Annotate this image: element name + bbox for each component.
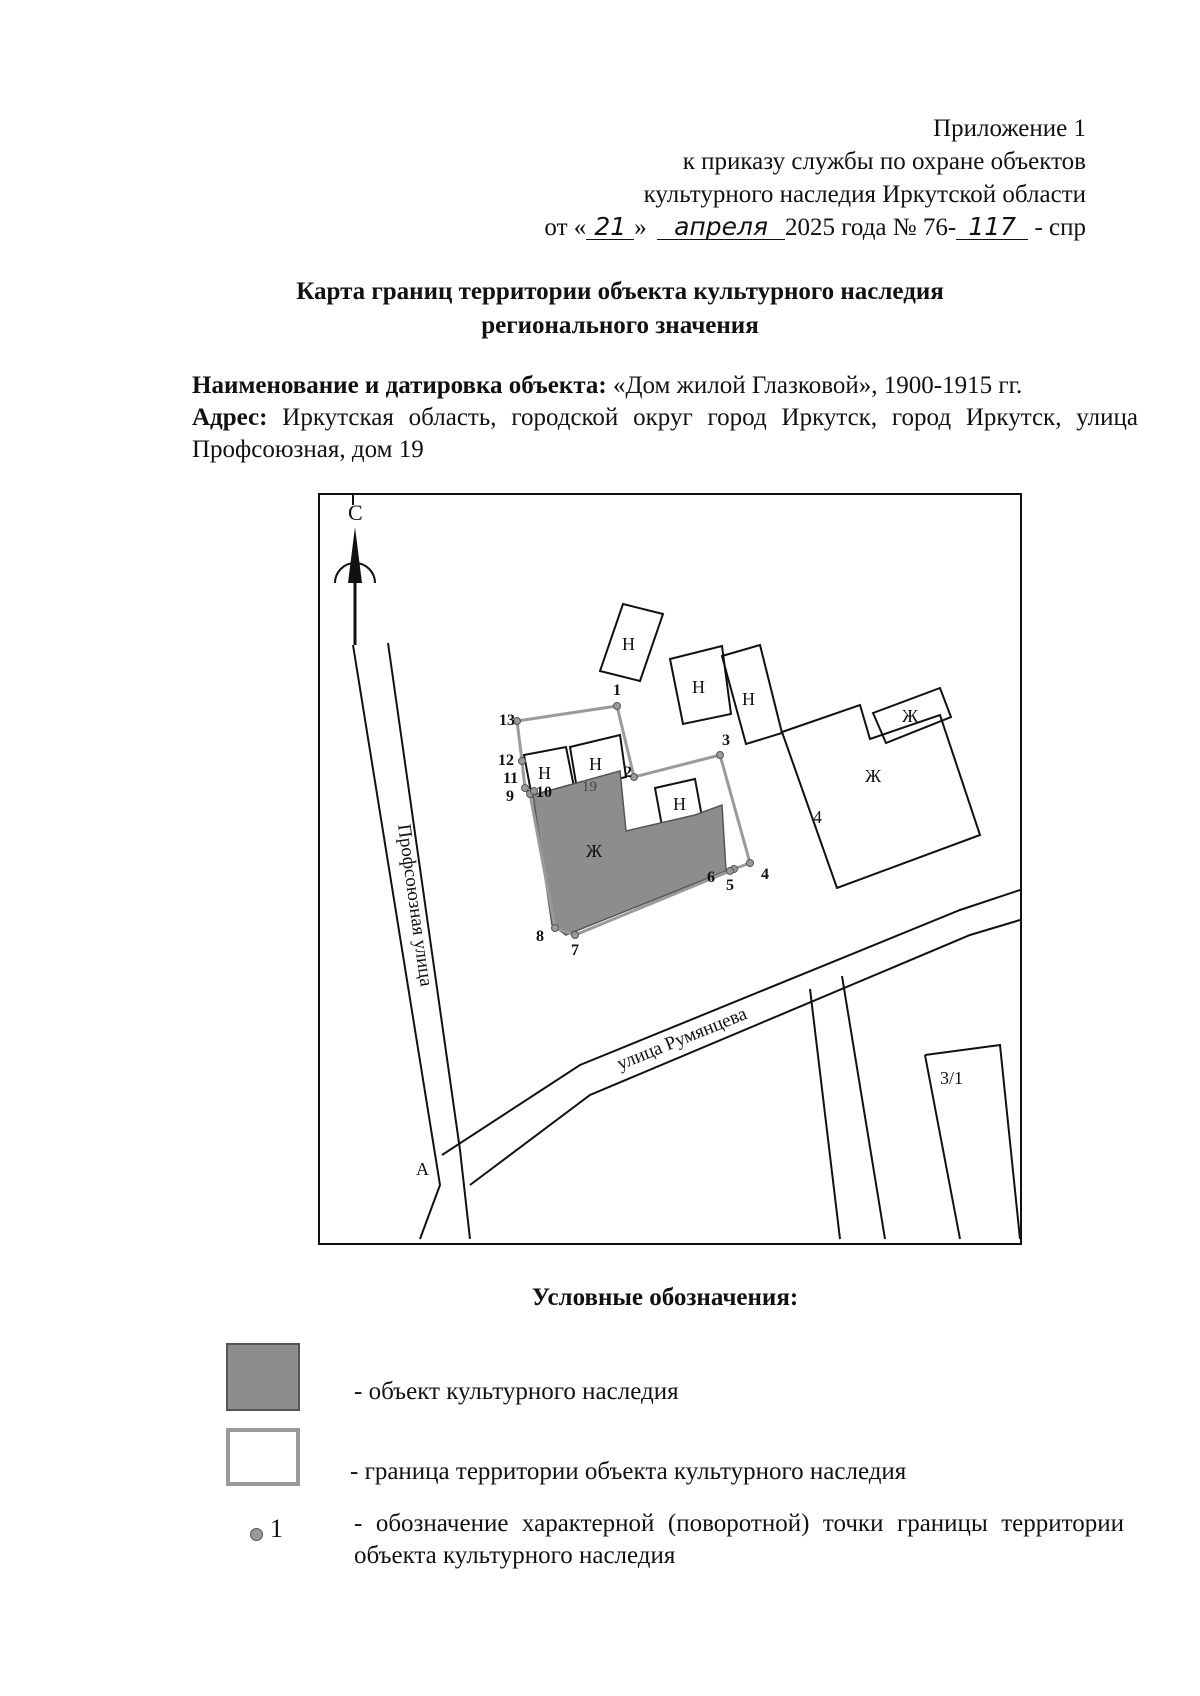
label-n-mid-left: Н (692, 677, 705, 697)
appendix-line-2: к приказу службы по охране объектов (682, 148, 1086, 175)
date-year: 2025 года № 76- (785, 214, 957, 241)
point-label-7: 7 (571, 942, 579, 959)
label-n-inner-right: Н (589, 754, 602, 774)
side-road-west-edge (810, 989, 840, 1239)
legend-item-object: - объект культурного наследия (354, 1378, 679, 1405)
legend-item-boundary: - граница территории объекта культурного наследия (350, 1458, 907, 1485)
title-line-1: Карта границ территории объекта культурного наследия (296, 278, 944, 305)
side-road-east-edge (842, 976, 885, 1239)
label-zh-large: Ж (865, 766, 882, 786)
point-label-6: 6 (707, 869, 715, 886)
boundary-point-4 (747, 860, 754, 867)
boundary-point-8 (552, 925, 559, 932)
boundary-point-1 (614, 703, 621, 710)
appendix-line-1: Приложение 1 (933, 115, 1086, 142)
point-label-13: 13 (499, 712, 515, 729)
label-n-courtyard: Н (673, 794, 686, 814)
boundary-point-7 (572, 932, 579, 939)
appendix-line-3: культурного наследия Иркутской области (643, 181, 1086, 208)
order-date-line (526, 211, 1086, 244)
boundary-point-12 (519, 758, 526, 765)
point-label-3: 3 (722, 732, 730, 749)
legend-title: Условные обозначения: (531, 1284, 799, 1311)
boundary-map (318, 493, 1022, 1245)
map-canvas (320, 495, 1020, 1243)
legend-point-marker (250, 1528, 263, 1541)
legend-item-point: - обозначение характерной (поворотной) точки границы территории объекта культурного наследия (354, 1510, 1124, 1569)
point-label-2: 2 (624, 764, 632, 781)
handwritten-order-number: 117 (956, 215, 1028, 240)
point-label-10: 10 (536, 784, 552, 801)
legend-point-number: 1 (270, 1514, 283, 1543)
label-n-top: Н (622, 634, 635, 654)
object-address-row (192, 402, 1138, 466)
boundary-point-3 (717, 752, 724, 759)
title-line-2: регионального значения (481, 312, 759, 339)
point-label-12: 12 (498, 752, 514, 769)
north-label: С (348, 500, 363, 525)
date-prefix: от « (544, 214, 587, 241)
object-name-row (192, 370, 1138, 402)
boundary-point-11 (522, 785, 529, 792)
point-label-1: 1 (613, 682, 621, 699)
handwritten-day: 21 (586, 215, 634, 240)
point-label-4: 4 (761, 866, 769, 883)
document-title (180, 275, 1060, 343)
label-house-4: 4 (813, 807, 822, 827)
label-house-19: 19 (582, 779, 597, 795)
object-name-value: «Дом жилой Глазковой», 1900-1915 гг. (612, 372, 1023, 399)
label-zh-small: Ж (902, 706, 919, 726)
label-house-3-1: 3/1 (940, 1068, 964, 1088)
label-n-mid-right: Н (742, 689, 755, 709)
object-address-label: Адрес: (192, 404, 268, 431)
street-label-rumyantseva: улица Румянцева (614, 1003, 750, 1075)
object-address-value: Иркутская область, городской округ город Иркутск, город Иркутск, улица Профсоюзная, дом 19 (192, 404, 1139, 463)
boundary-point-6 (727, 868, 734, 875)
point-label-8: 8 (536, 928, 544, 945)
legend-swatch-object (226, 1343, 300, 1411)
date-close: » (634, 214, 647, 241)
point-label-11: 11 (503, 770, 519, 787)
order-suffix: - спр (1034, 214, 1086, 241)
north-arrow-head (348, 527, 362, 583)
label-zh-object: Ж (586, 841, 603, 861)
street-label-profsoyuznaya: Профсоюзная улица (393, 822, 437, 988)
corner-label-a: А (416, 1159, 429, 1179)
point-label-5: 5 (726, 877, 734, 894)
label-n-inner-left: Н (538, 763, 551, 783)
point-label-9: 9 (506, 788, 514, 805)
object-name-label: Наименование и датировка объекта: (192, 372, 607, 399)
appendix-header (526, 112, 1086, 244)
handwritten-month: апреля (657, 215, 785, 240)
legend-swatch-boundary (226, 1428, 300, 1486)
object-info (192, 370, 1138, 466)
